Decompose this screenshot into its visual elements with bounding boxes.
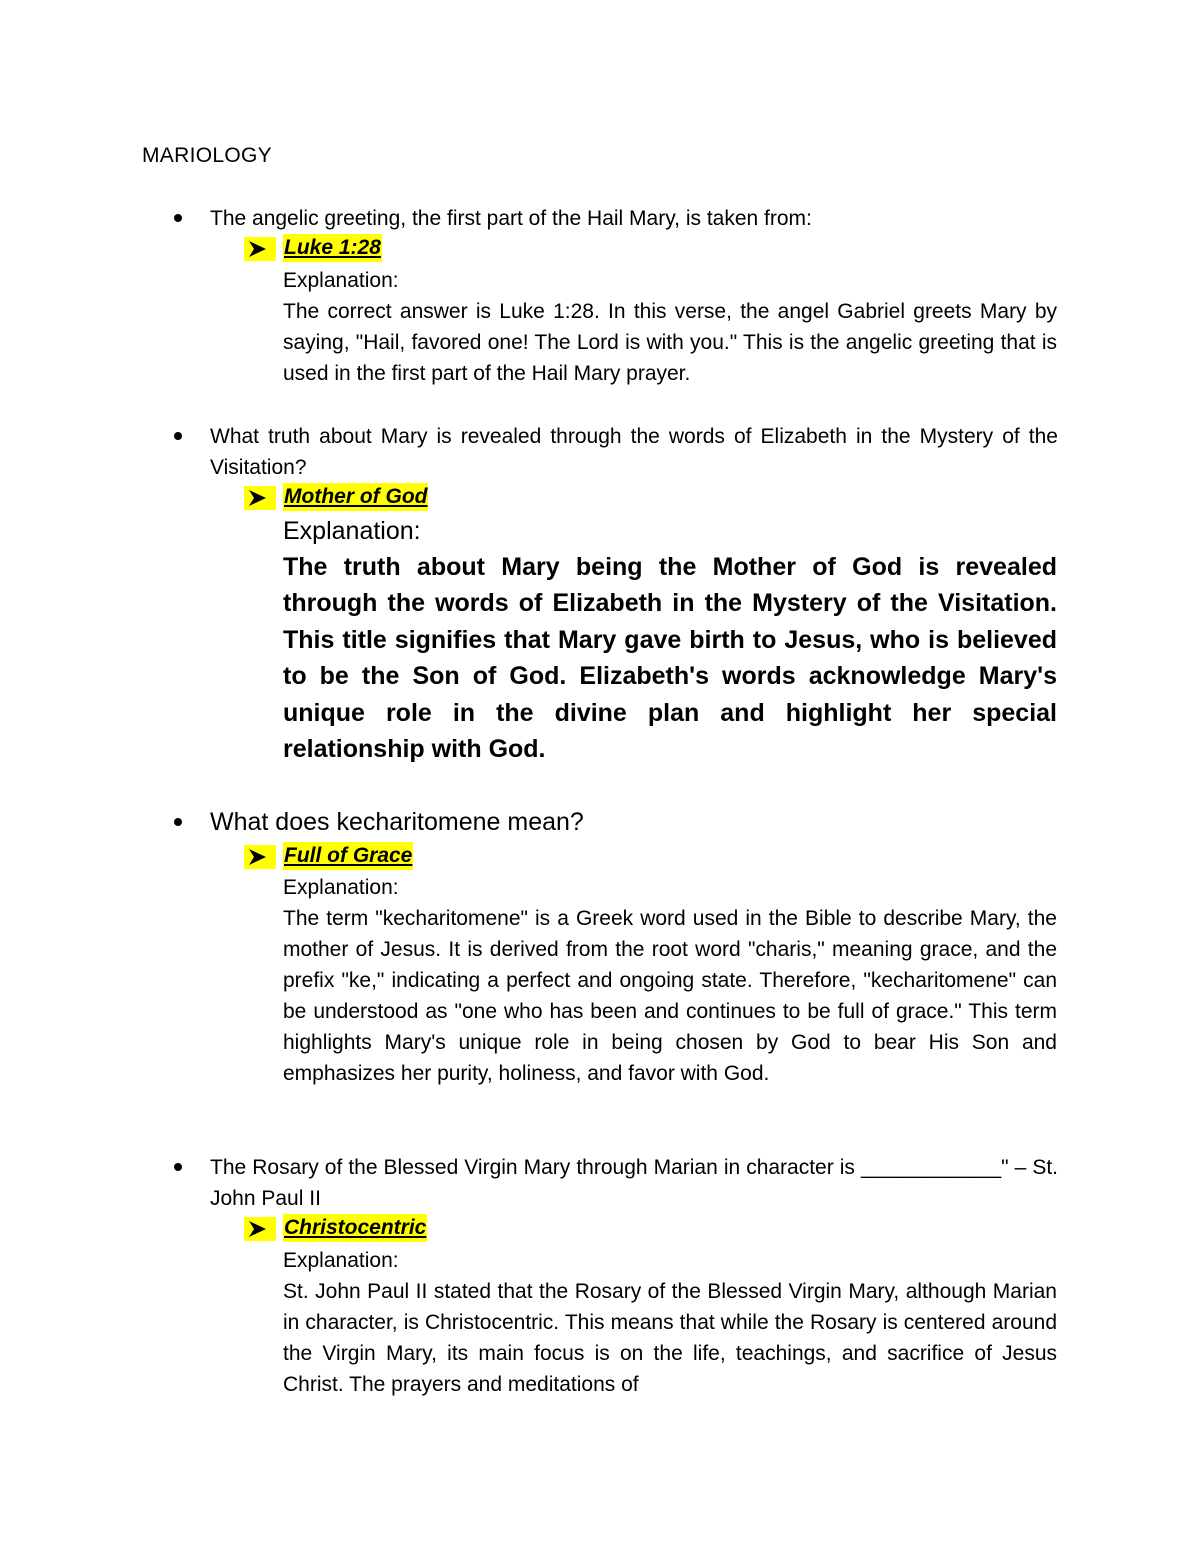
page-title: MARIOLOGY xyxy=(142,144,272,167)
explanation-label: Explanation: xyxy=(283,517,421,545)
explanation-label: Explanation: xyxy=(283,269,399,292)
question-text: The angelic greeting, the first part of the Hail Mary, is taken from: xyxy=(210,207,812,230)
explanation-text: The term "kecharitomene" is a Greek word used in the Bible to describe Mary, the mother of Jesus. It is derived from the root word "charis," meaning grace, and the prefix "ke," indicating a perfect and ongoing state. Therefore, "kecharitomene" can be understood as "one who has been and continues to be full of grace." This term highlights Mary's unique role in being chosen by God to bear His Son and emphasizes her purity, holiness, and favor with God. xyxy=(283,907,1057,1085)
explanation-text: St. John Paul II stated that the Rosary of the Blessed Virgin Mary, although Marian in character, is Christocentric. This means that while the Rosary is centered around the Virgin Mary, its main focus is on the life, teachings, and sacrifice of Jesus Christ. The prayers and meditations of xyxy=(283,1280,1057,1396)
explanation-text: The truth about Mary being the Mother of God is revealed through the words of Elizabeth in the Mystery of the Visitation. This title signifies that Mary gave birth to Jesus, who is believed to be the Son of God. Elizabeth's words acknowledge Mary's unique role in the divine plan and highlight her special relationship with God. xyxy=(283,553,1057,764)
explanation-label: Explanation: xyxy=(283,1249,399,1272)
bullet-icon xyxy=(174,214,182,222)
bullet-icon xyxy=(174,1163,182,1171)
bullet-icon xyxy=(174,432,182,440)
answer-text: Christocentric xyxy=(283,1214,427,1242)
bullet-icon xyxy=(174,818,182,826)
arrowhead-bullet-icon xyxy=(244,237,276,261)
answer-text: Full of Grace xyxy=(283,842,413,870)
answer-text: Luke 1:28 xyxy=(283,234,382,262)
question-text: What truth about Mary is revealed through the words of Elizabeth in the Mystery of the Visitation? xyxy=(210,425,1058,479)
arrowhead-bullet-icon xyxy=(244,845,276,869)
question-text: What does kecharitomene mean? xyxy=(210,808,584,836)
explanation-label: Explanation: xyxy=(283,876,399,899)
arrowhead-bullet-icon xyxy=(244,486,276,510)
answer-text: Mother of God xyxy=(283,483,428,511)
explanation-text: The correct answer is Luke 1:28. In this verse, the angel Gabriel greets Mary by saying, "Hail, favored one! The Lord is with you." This is the angelic greeting that is used in the first part of the Hail Mary prayer. xyxy=(283,300,1057,385)
question-text: The Rosary of the Blessed Virgin Mary through Marian in character is ____________" – St. John Paul II xyxy=(210,1156,1058,1210)
arrowhead-bullet-icon xyxy=(244,1217,276,1241)
